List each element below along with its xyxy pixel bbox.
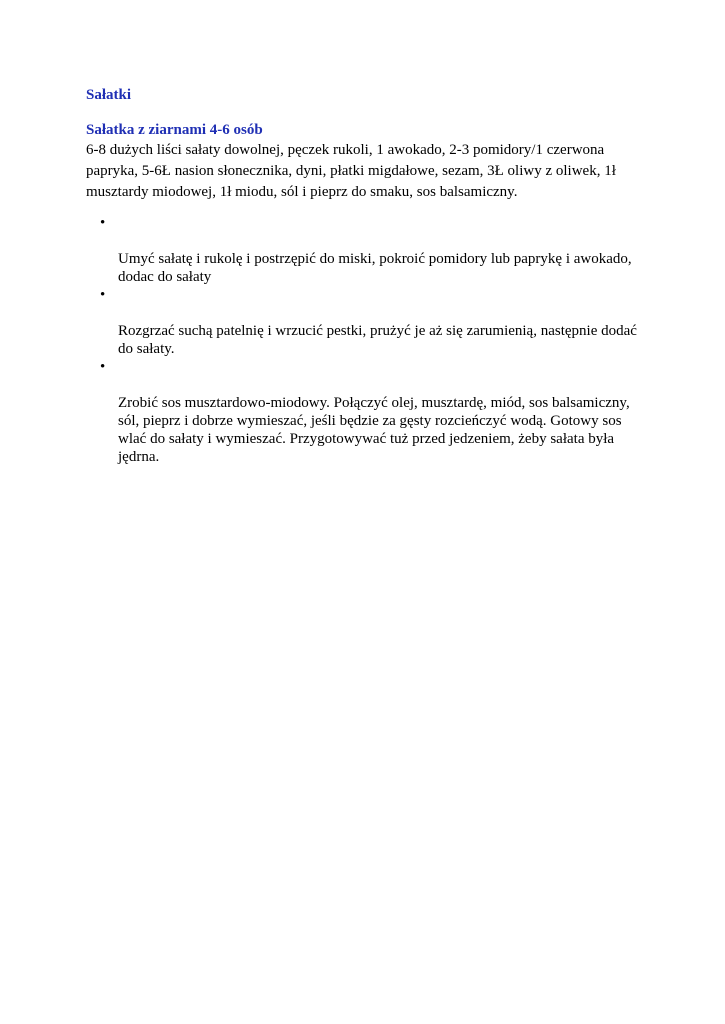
page-heading: Sałatki <box>86 87 132 103</box>
bullet-icon: • <box>100 215 106 231</box>
step-text: Rozgrzać suchą patelnię i wrzucić pestki, prużyć je aż się zarumienią, następnie dodać do sałaty. <box>118 323 637 357</box>
ingredients-paragraph: 6-8 dużych liści sałaty dowolnej, pęczek rukoli, 1 awokado, 2-3 pomidory/1 czerwona papryka, 5-6Ł nasion słonecznika, dyni, płatki migdałowe, sezam, 3Ł oliwy z oliwek, 1ł musztardy miodowej, 1ł miodu, sól i pieprz do smaku, sos balsamiczny. <box>86 142 616 200</box>
list-item <box>86 214 646 286</box>
bullet-icon: • <box>100 359 106 375</box>
list-item <box>86 286 646 358</box>
step-text: Umyć sałatę i rukolę i postrzępić do miski, pokroić pomidory lub paprykę i awokado, dodac do sałaty <box>118 251 632 285</box>
bullet-icon: • <box>100 287 106 303</box>
step-text: Zrobić sos musztardowo-miodowy. Połączyć olej, musztardę, miód, sos balsamiczny, sól, pieprz i dobrze wymieszać, jeśli będzie za gęsty rozcieńczyć wodą. Gotowy sos wlać do sałaty i wymieszać. Przygotowywać tuż przed jedzeniem, żeby sałata była jędrna. <box>118 395 630 465</box>
recipe-title: Sałatka z ziarnami 4-6 osób <box>86 122 263 138</box>
list-item <box>86 358 646 466</box>
document-content <box>86 86 646 466</box>
steps-list <box>86 214 646 466</box>
